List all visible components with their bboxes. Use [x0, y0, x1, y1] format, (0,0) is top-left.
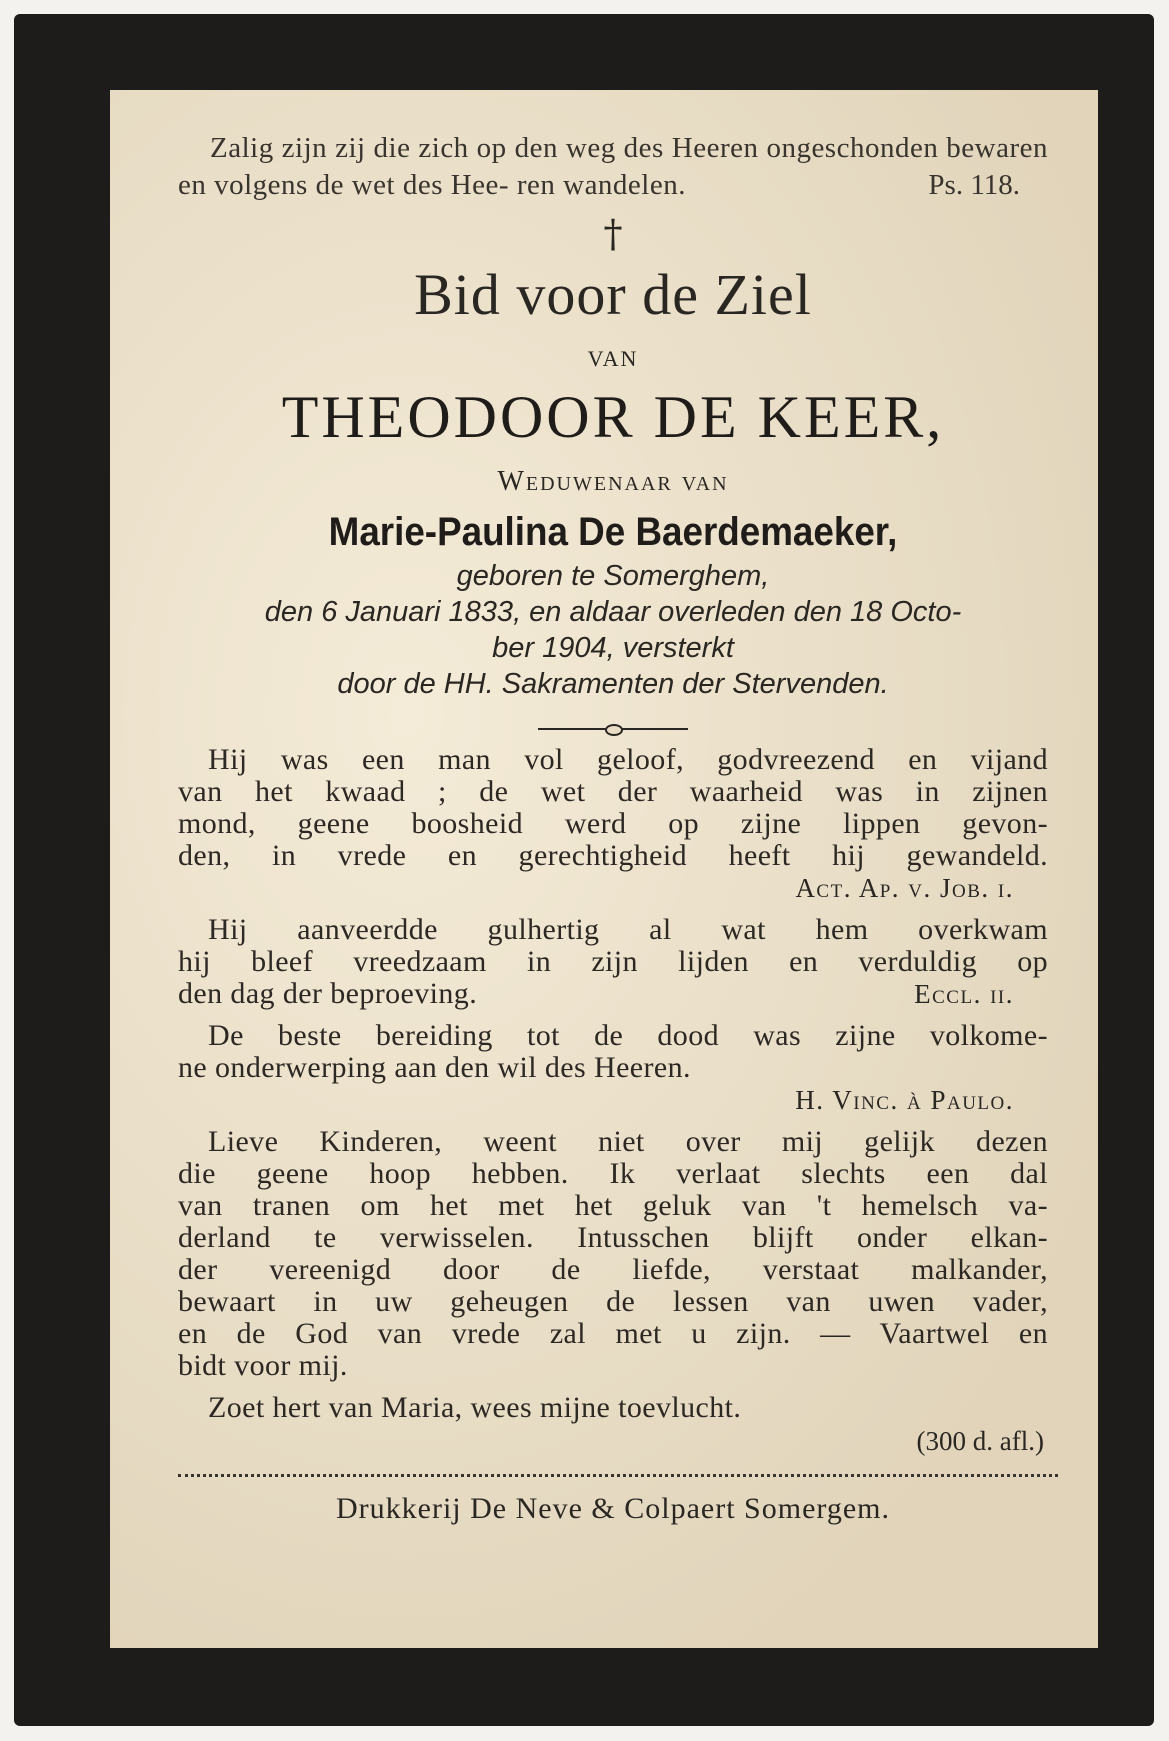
- biography: [178, 558, 1048, 702]
- van-label: VAN: [587, 346, 639, 371]
- bio-line: den 6 Januari 1833, en aldaar overleden den 18 Octo-: [264, 596, 962, 628]
- text-line: en de God van vrede zal met u zijn. — Vaartwel en: [178, 1317, 1048, 1350]
- text-line: van tranen om het met het geluk van 't hemelsch va-: [178, 1189, 1048, 1222]
- text-line: den dag der beproeving.: [178, 977, 478, 1010]
- text-line: ne onderwerping aan den wil des Heeren.: [178, 1051, 691, 1084]
- scripture-reference: Eccl. ii.: [914, 979, 1014, 1009]
- dotted-divider: [178, 1474, 1058, 1477]
- scripture-reference: Act. Ap. v. Job. i.: [795, 873, 1014, 903]
- text-line: den, in vrede en gerechtigheid heeft hij gewandeld.: [178, 839, 1048, 872]
- text-line: mond, geene boosheid werd op zijne lippen gevon-: [178, 807, 1048, 840]
- widower-label: Weduwenaar van: [497, 466, 729, 497]
- card-content: [178, 130, 1048, 1529]
- cross-icon: †: [603, 212, 623, 256]
- epigraph-reference: Ps. 118.: [928, 169, 1020, 201]
- epigraph: [178, 130, 1048, 204]
- bio-line: ber 1904, versterkt: [492, 632, 734, 664]
- paragraph-1: [178, 744, 1048, 904]
- epigraph-line: ren wandelen.: [516, 169, 686, 201]
- paragraph-2: [178, 914, 1048, 1010]
- text-line: bidt voor mij.: [178, 1349, 348, 1382]
- text-line: hij bleef vreedzaam in zijn lijden en verduldig op: [178, 945, 1048, 978]
- text-line: Hij aanveerdde gulhertig al wat hem overkwam: [208, 913, 1048, 946]
- paragraph-3: [178, 1020, 1048, 1116]
- bio-line: door de HH. Sakramenten der Stervenden.: [337, 668, 889, 700]
- mourning-border: [14, 14, 1154, 1726]
- text-line: derland te verwisselen. Intusschen blijft onder elkan-: [178, 1221, 1048, 1254]
- epigraph-line: Zalig zijn zij die zich op den weg des Heeren: [210, 132, 759, 164]
- text-line: Zoet hert van Maria, wees mijne toevlucht.: [208, 1391, 742, 1424]
- paragraph-4: [178, 1126, 1048, 1382]
- text-line: van het kwaad ; de wet der waarheid was in zijnen: [178, 775, 1048, 808]
- prayer-heading: Bid voor de Ziel: [414, 262, 812, 327]
- text-line: bewaart in uw geheugen de lessen van uwen vader,: [178, 1285, 1048, 1318]
- indulgence-note: (300 d. afl.): [916, 1426, 1044, 1456]
- text-line: Hij was een man vol geloof, godvreezend en vijand: [208, 743, 1048, 776]
- printer-credit: Drukkerij De Neve & Colpaert Somergem.: [336, 1492, 890, 1525]
- scripture-reference: H. Vinc. à Paulo.: [795, 1085, 1014, 1115]
- paragraph-5: [178, 1392, 1048, 1458]
- deceased-name: THEODOOR DE KEER,: [281, 384, 945, 450]
- spouse-name: Marie-Paulina De Baerdemaeker,: [328, 510, 898, 554]
- text-line: De beste bereiding tot de dood was zijne volkome-: [208, 1019, 1048, 1052]
- bio-line: geboren te Somerghem,: [456, 560, 770, 592]
- ornamental-divider: [538, 724, 688, 734]
- memorial-card: [110, 90, 1098, 1648]
- text-line: die geene hoop hebben. Ik verlaat slechts een dal: [178, 1157, 1048, 1190]
- text-line: Lieve Kinderen, weent niet over mij gelijk dezen: [208, 1125, 1048, 1158]
- text-line: der vereenigd door de liefde, verstaat malkander,: [178, 1253, 1048, 1286]
- epigraph-line: ongeschonden bewaren en volgens de wet des Hee-: [178, 132, 1048, 201]
